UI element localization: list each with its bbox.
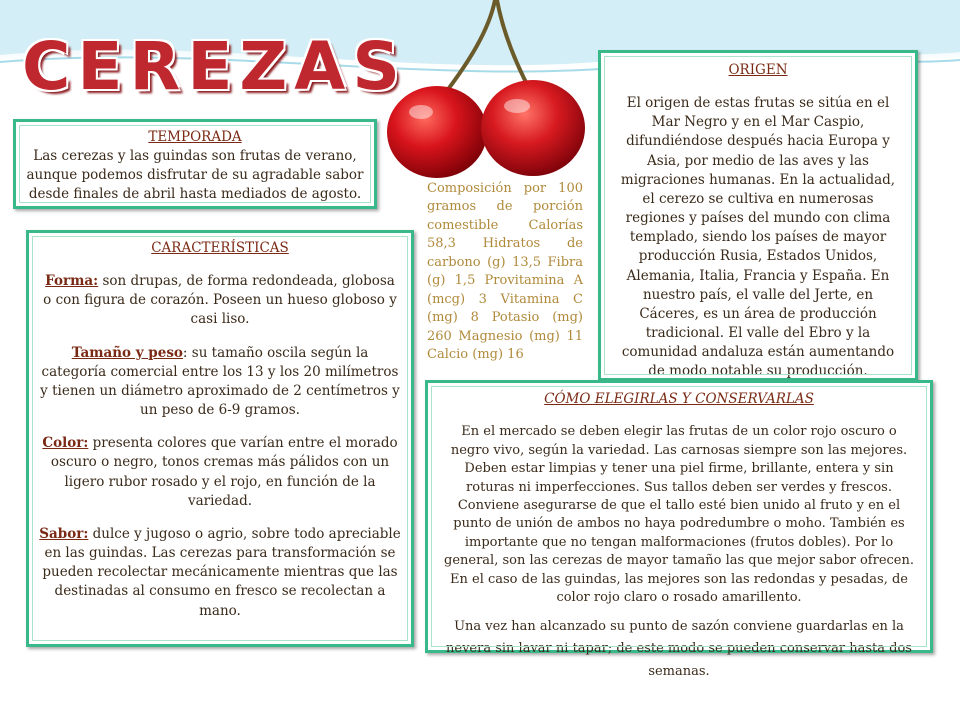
conservar-heading: CÓMO ELEGIRLAS Y CONSERVARLAS <box>544 391 814 407</box>
caracteristica-label: Forma: <box>45 273 99 290</box>
origen-heading: ORIGEN <box>728 62 788 78</box>
temporada-text: Las cerezas y las guindas son frutas de verano, aunque podemos disfrutar de su agradable sabor desde finales de abril hasta mediados de agosto. <box>26 148 364 203</box>
conservar-paragraph: En el mercado se deben elegir las frutas de un color rojo oscuro o negro vivo, según la variedad. Las carnosas siempre son las mejores. Deben estar limpias y tener una piel firme, brillante, entera y sin roturas ni imperfecciones. Sus tallos deben ser verdes y frescos. Conviene asegurarse de que el tallo esté bien unido al fruto y en el punto de unión de ambos no haya podredumbre o moho. También es importante que no tengan malformaciones (frutos dobles). Por lo general, son las cerezas de mayor tamaño las que mejor sabor ofrecen. En el caso de las guindas, las mejores son las redondas y pesadas, de color rojo claro o rosado amarillento. <box>444 424 914 606</box>
caracteristica-sabor <box>39 525 401 621</box>
caracteristica-tamano <box>39 344 401 421</box>
caracteristica-forma <box>39 272 401 329</box>
caracteristica-label: Color: <box>42 435 89 452</box>
caracteristicas-box <box>26 230 414 647</box>
origen-box <box>598 50 918 381</box>
conservar-box <box>425 380 933 680</box>
caracteristicas-heading: CARACTERÍSTICAS <box>151 240 289 256</box>
caracteristica-color <box>39 434 401 511</box>
composicion-text: Composición por 100 gramos de porción comestible Calorías 58,3 Hidratos de carbono (g) 13,5 Fibra (g) 1,5 Provitamina A (mcg) 3 Vitamina C (mg) 8 Potasio (mg) 260 Magnesio (mg) 11 Calcio (mg) 16 <box>427 181 583 363</box>
caracteristica-text: dulce y jugoso o agrio, sobre todo apreciable en las guindas. Las cerezas para transformación se pueden recolectar mecánicamente mientras que las destinadas al consumo en fresco se recolectan a mano. <box>42 525 401 619</box>
caracteristica-label: Tamaño y peso <box>71 344 183 361</box>
page-title: CEREZAS <box>22 28 407 105</box>
caracteristica-text: : su tamaño oscila según la categoría comercial entre los 13 y los 20 milímetros y tienen un diámetro aproximado de 2 centímetros y un peso de 6-9 gramos. <box>40 344 400 419</box>
temporada-box <box>13 119 377 209</box>
origen-text: El origen de estas frutas se sitúa en el Mar Negro y en el Mar Caspio, difundiéndose después hacia Europa y Asia, por medio de las aves y las migraciones humanas. En la actualidad, el cerezo se cultiva en numerosas regiones y países del mundo con clima templado, siendo los países de mayor producción Rusia, Estados Unidos, Alemania, Italia, Francia y España. En nuestro país, el valle del Jerte, en Cáceres, es un área de producción tradicional. El valle del Ebro y la comunidad andaluza están aumentando de modo notable su producción. <box>620 95 896 380</box>
caracteristica-text: son drupas, de forma redondeada, globosa o con figura de corazón. Poseen un hueso globoso y casi liso. <box>43 273 397 328</box>
conservar-paragraph: Una vez han alcanzado su punto de sazón conviene guardarlas en la nevera sin lavar ni tapar; de este modo se pueden conservar hasta dos semanas. <box>446 618 912 680</box>
caracteristica-label: Sabor: <box>39 525 89 542</box>
caracteristica-text: presenta colores que varían entre el morado oscuro o negro, tonos cremas más pálidos con un ligero rubor rosado y el rojo, en función de la variedad. <box>50 435 398 509</box>
cherries-icon <box>385 0 595 180</box>
temporada-heading: TEMPORADA <box>148 129 242 145</box>
